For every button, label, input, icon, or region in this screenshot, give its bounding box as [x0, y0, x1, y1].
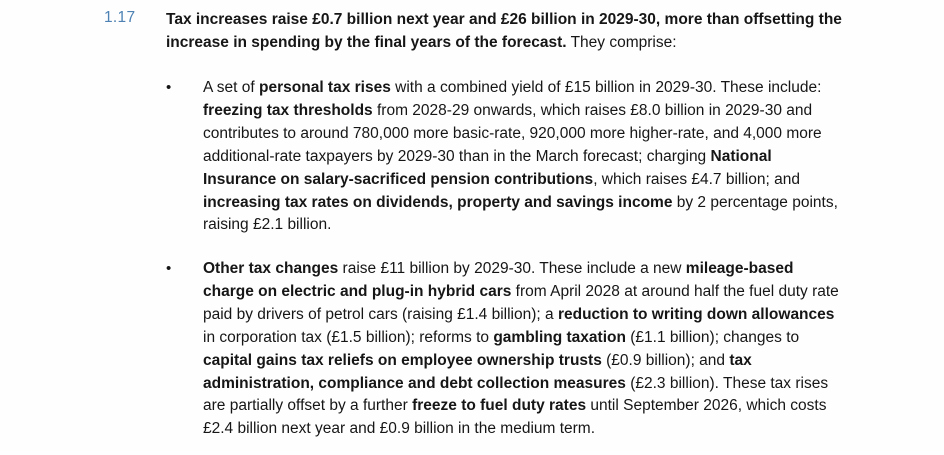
text-run: from 2028-29 onwards, which raises £8.0 billion in 2029-30 and contributes to around 780,000 more basic-rate, 920,000 more higher-rate, and 4,000 more additional-rate taxpayers by 2029-30 than in the March forecast; charging [203, 101, 822, 165]
bold-phrase: tax administration, compliance and debt collection measures [203, 351, 752, 392]
bullet-item-other-tax-changes [203, 258, 843, 441]
bold-phrase: National Insurance on salary-sacrificed pension contributions [203, 147, 772, 188]
paragraph-intro-bold: Tax increases raise £0.7 billion next year and £26 billion in 2029-30, more than offsetting the increase in spending by the final years of the forecast. [166, 11, 842, 51]
text-run: from April 2028 at around half the fuel duty rate paid by drivers of petrol cars (raising £1.4 billion); a [203, 282, 839, 323]
text-run: in corporation tax (£1.5 billion); reforms to [203, 328, 494, 346]
paragraph-intro-rest: They comprise: [566, 33, 677, 51]
bold-phrase: personal tax rises [259, 79, 391, 96]
bold-phrase: capital gains tax reliefs on employee ownership trusts [203, 351, 602, 369]
text-run: with a combined yield of £15 billion in 2029-30. These include: [390, 79, 822, 96]
bold-phrase: freezing tax thresholds [203, 101, 373, 119]
text-run: (£1.1 billion); changes to [625, 328, 800, 346]
text-run: raise £11 billion by 2029-30. These include a new [338, 260, 686, 277]
text-run: (£0.9 billion); and [601, 351, 730, 369]
bold-phrase: reduction to writing down allowances [557, 305, 835, 323]
text-run: by 2 percentage points, raising £2.1 billion. [203, 193, 838, 234]
bullet-marker: • [166, 79, 172, 96]
text-run: , which raises £4.7 billion; and [593, 170, 800, 188]
text-run: until September 2026, which costs £2.4 billion next year and £0.9 billion in the medium term. [203, 397, 827, 438]
bold-phrase: gambling taxation [493, 328, 626, 346]
paragraph-number: 1.17 [104, 9, 136, 26]
text-run: A set of [203, 79, 260, 96]
bold-phrase: increasing tax rates on dividends, property and savings income [203, 193, 673, 211]
bold-phrase: mileage-based charge on electric and plug-in hybrid cars [203, 260, 794, 300]
text-run: (£2.3 billion). These tax rises are partially offset by a further [203, 374, 829, 415]
paragraph-intro [166, 9, 846, 54]
bold-phrase: freeze to fuel duty rates [412, 397, 587, 415]
bullet-item-personal-tax-rises [203, 77, 843, 237]
bullet-marker: • [166, 260, 172, 277]
bold-phrase: Other tax changes [203, 260, 339, 277]
